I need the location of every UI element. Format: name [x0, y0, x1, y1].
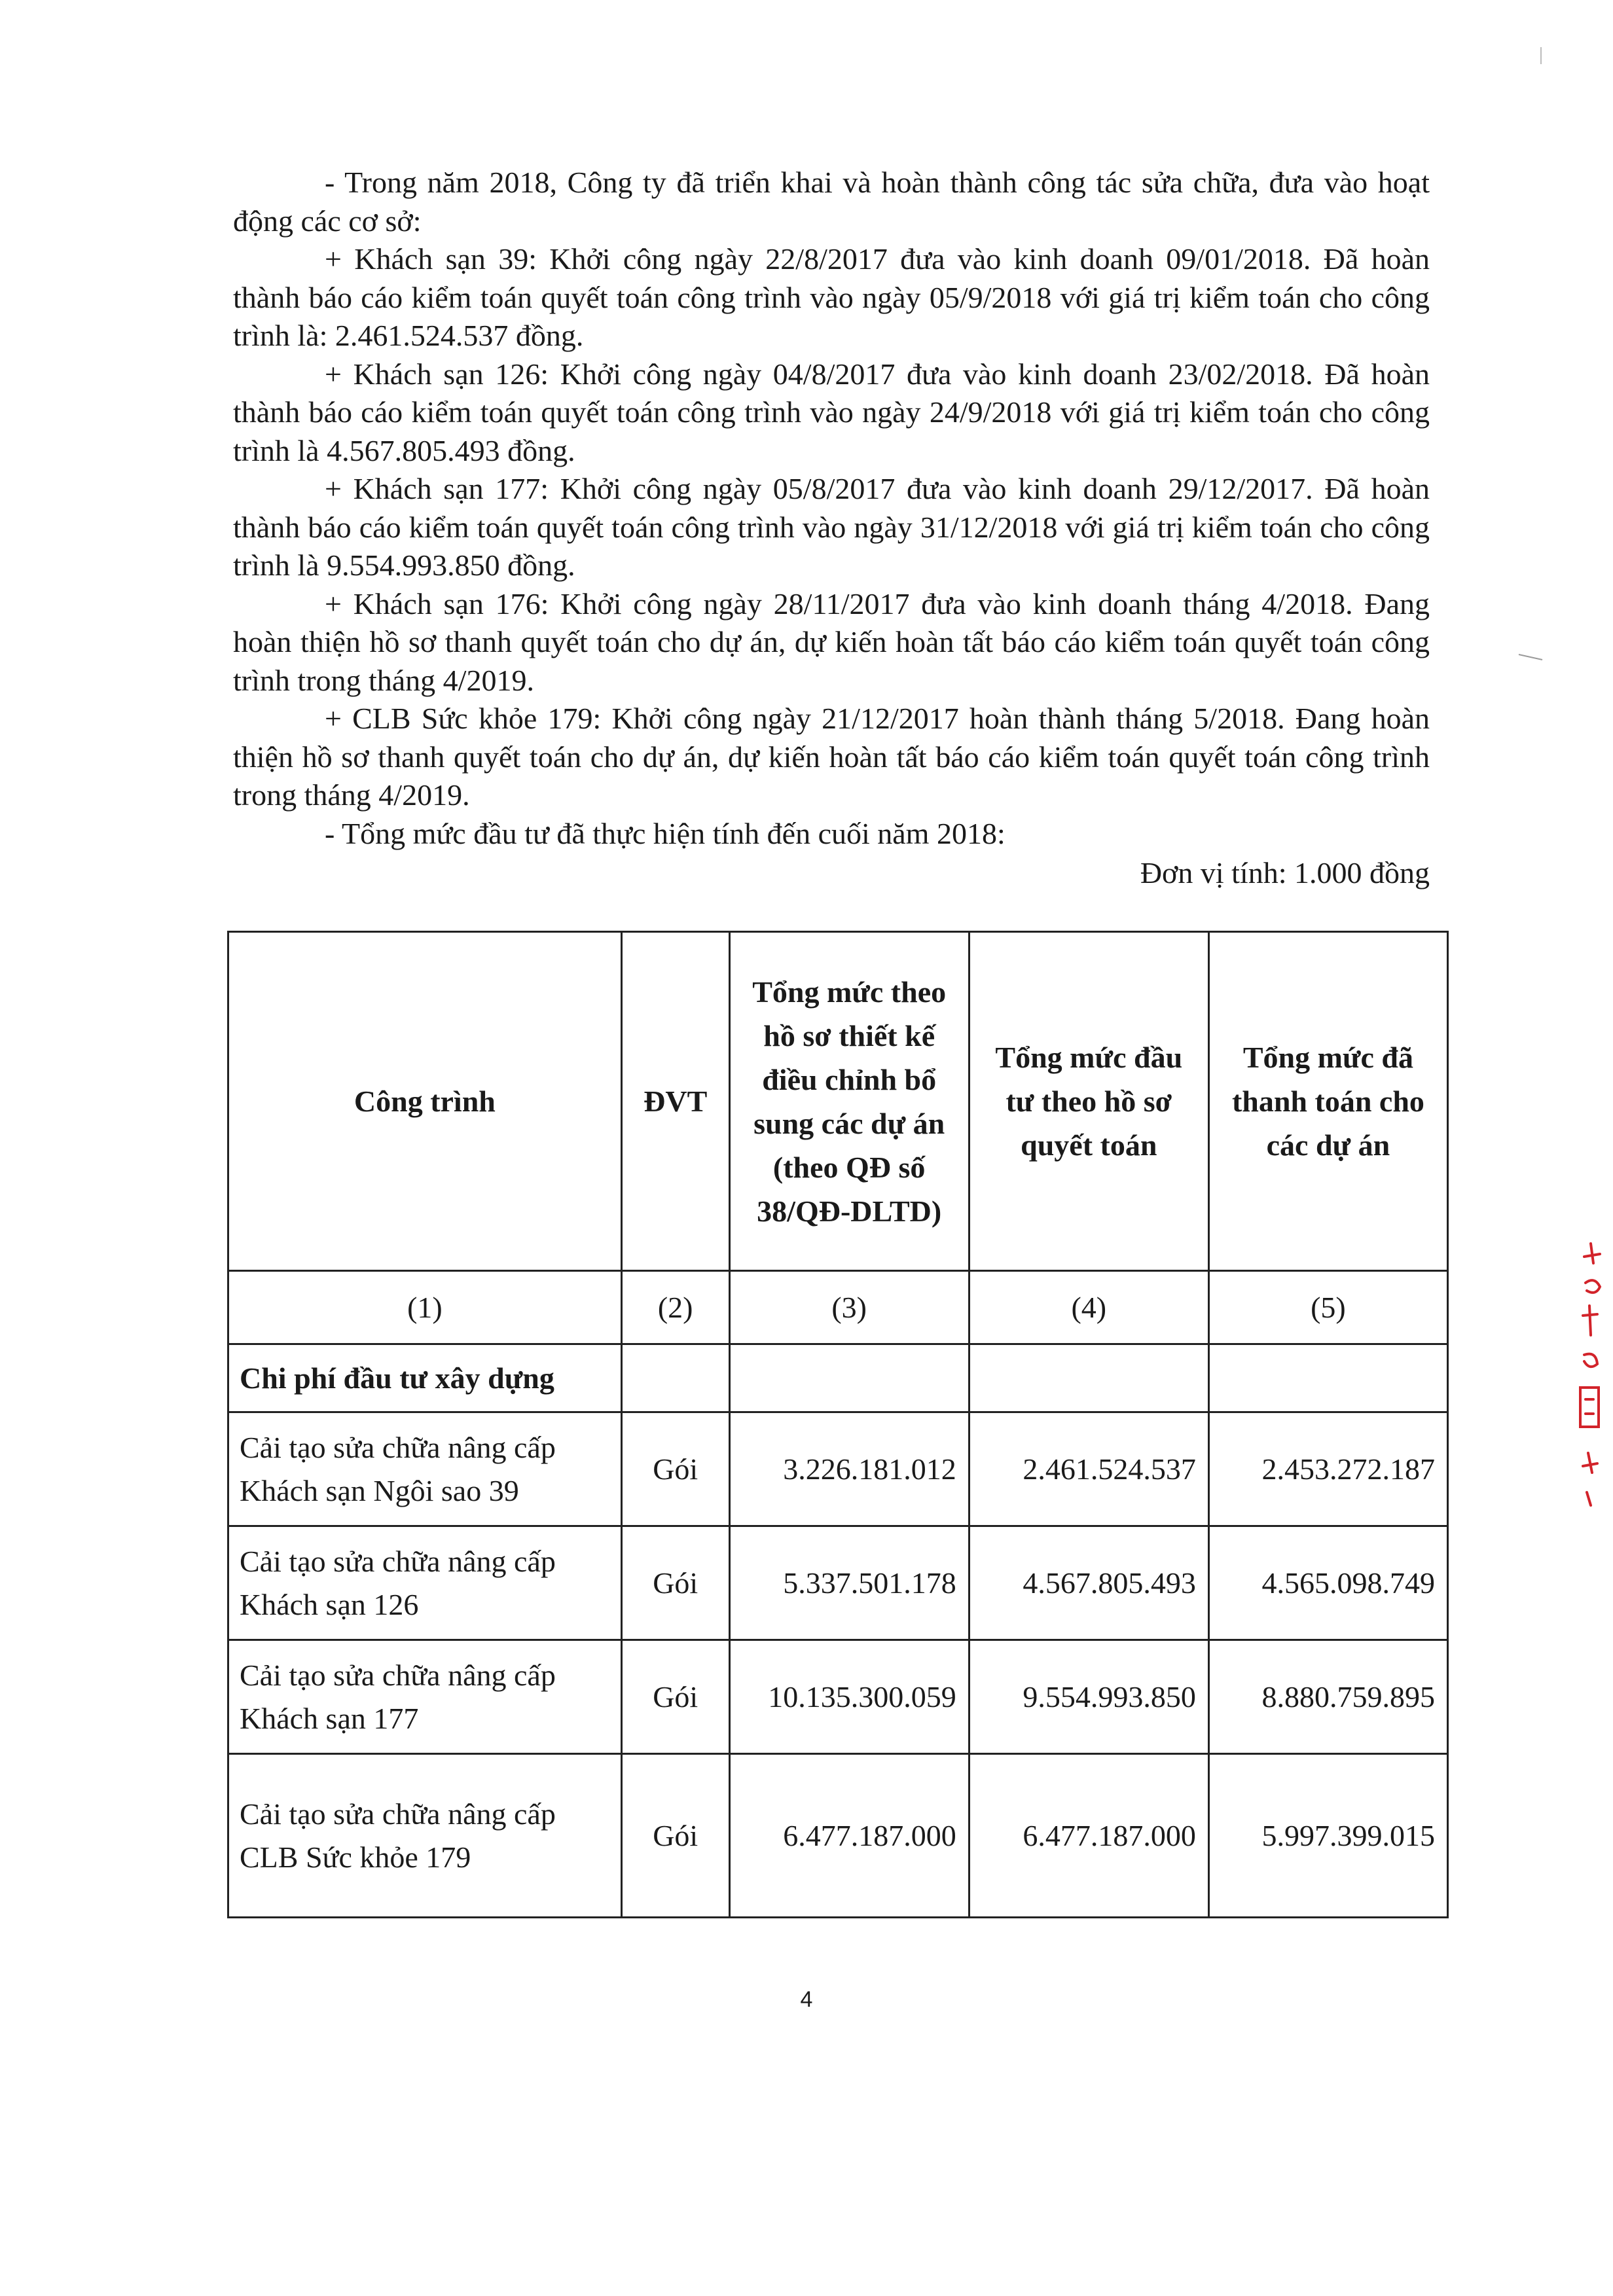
page-number: 4: [800, 1987, 813, 2012]
investment-table: [227, 931, 1449, 1918]
unit-cell: Gói: [621, 1640, 729, 1754]
paragraph-hotel-177: + Khách sạn 177: Khởi công ngày 05/8/2017 đưa vào kinh doanh 29/12/2017. Đã hoàn thành báo cáo kiểm toán quyết toán công trình vào ngày 31/12/2018 với giá trị kiểm toán cho công trình là 9.554.993.850 đồng.: [233, 472, 1430, 582]
column-header-settlement-total: Tổng mức đầu tư theo hồ sơ quyết toán: [969, 932, 1208, 1271]
planned-value-cell: 3.226.181.012: [729, 1412, 969, 1526]
column-header-paid-total: Tổng mức đã thanh toán cho các dự án: [1208, 932, 1447, 1271]
table-row: [228, 1640, 1448, 1754]
settlement-value-cell: 9.554.993.850: [969, 1640, 1208, 1754]
column-number: (5): [1208, 1271, 1447, 1344]
column-header-planned-total: Tổng mức theo hồ sơ thiết kế điều chỉnh bổ sung các dự án (theo QĐ số 38/QĐ-DLTD): [729, 932, 969, 1271]
unit-cell: Gói: [621, 1526, 729, 1640]
scan-speck: [1517, 652, 1544, 662]
section-row: [228, 1344, 1448, 1412]
empty-cell: [969, 1344, 1208, 1412]
document-body: [233, 164, 1430, 893]
section-label: Chi phí đầu tư xây dựng: [228, 1344, 622, 1412]
paragraph-total-investment: - Tổng mức đầu tư đã thực hiện tính đến cuối năm 2018:: [325, 816, 1006, 850]
paid-value-cell: 4.565.098.749: [1208, 1526, 1447, 1640]
empty-cell: [1208, 1344, 1447, 1412]
table-row: [228, 1754, 1448, 1918]
settlement-value-cell: 2.461.524.537: [969, 1412, 1208, 1526]
scan-speck: [1536, 46, 1546, 65]
table-row: [228, 1526, 1448, 1640]
planned-value-cell: 5.337.501.178: [729, 1526, 969, 1640]
column-number: (3): [729, 1271, 969, 1344]
project-name-cell: Cải tạo sửa chữa nâng cấp Khách sạn Ngôi sao 39: [228, 1412, 622, 1526]
planned-value-cell: 6.477.187.000: [729, 1754, 969, 1918]
project-name-cell: Cải tạo sửa chữa nâng cấp CLB Sức khỏe 179: [228, 1754, 622, 1918]
unit-cell: Gói: [621, 1412, 729, 1526]
paragraph-club-179: + CLB Sức khỏe 179: Khởi công ngày 21/12/2017 hoàn thành tháng 5/2018. Đang hoàn thiện hồ sơ thanh quyết toán cho dự án, dự kiến hoàn tất báo cáo kiểm toán quyết toán công trình trong tháng 4/2019.: [233, 702, 1430, 812]
project-name-cell: Cải tạo sửa chữa nâng cấp Khách sạn 177: [228, 1640, 622, 1754]
table-header-row: [228, 932, 1448, 1271]
column-number-row: [228, 1271, 1448, 1344]
column-number: (4): [969, 1271, 1208, 1344]
paragraph-intro: - Trong năm 2018, Công ty đã triển khai và hoàn thành công tác sửa chữa, đưa vào hoạt động các cơ sở:: [233, 166, 1430, 238]
column-number: (2): [621, 1271, 729, 1344]
paid-value-cell: 2.453.272.187: [1208, 1412, 1447, 1526]
column-header-project: Công trình: [228, 932, 622, 1271]
project-name-cell: Cải tạo sửa chữa nâng cấp Khách sạn 126: [228, 1526, 622, 1640]
paragraph-hotel-39: + Khách sạn 39: Khởi công ngày 22/8/2017 đưa vào kinh doanh 09/01/2018. Đã hoàn thành báo cáo kiểm toán quyết toán công trình vào ngày 05/9/2018 với giá trị kiểm toán cho công trình là: 2.461.524.537 đồng.: [233, 242, 1430, 352]
table-row: [228, 1412, 1448, 1526]
column-header-unit: ĐVT: [621, 932, 729, 1271]
paragraph-hotel-126: + Khách sạn 126: Khởi công ngày 04/8/2017 đưa vào kinh doanh 23/02/2018. Đã hoàn thành báo cáo kiểm toán quyết toán công trình vào ngày 24/9/2018 với giá trị kiểm toán cho công trình là 4.567.805.493 đồng.: [233, 357, 1430, 467]
unit-note: Đơn vị tính: 1.000 đồng: [1140, 856, 1430, 889]
stamp-fragment: [1571, 1237, 1610, 1512]
paid-value-cell: 8.880.759.895: [1208, 1640, 1447, 1754]
settlement-value-cell: 6.477.187.000: [969, 1754, 1208, 1918]
paid-value-cell: 5.997.399.015: [1208, 1754, 1447, 1918]
empty-cell: [621, 1344, 729, 1412]
paragraph-hotel-176: + Khách sạn 176: Khởi công ngày 28/11/2017 đưa vào kinh doanh tháng 4/2018. Đang hoàn thiện hồ sơ thanh quyết toán cho dự án, dự kiến hoàn tất báo cáo kiểm toán quyết toán công trình trong tháng 4/2019.: [233, 586, 1430, 697]
empty-cell: [729, 1344, 969, 1412]
column-number: (1): [228, 1271, 622, 1344]
unit-cell: Gói: [621, 1754, 729, 1918]
settlement-value-cell: 4.567.805.493: [969, 1526, 1208, 1640]
planned-value-cell: 10.135.300.059: [729, 1640, 969, 1754]
